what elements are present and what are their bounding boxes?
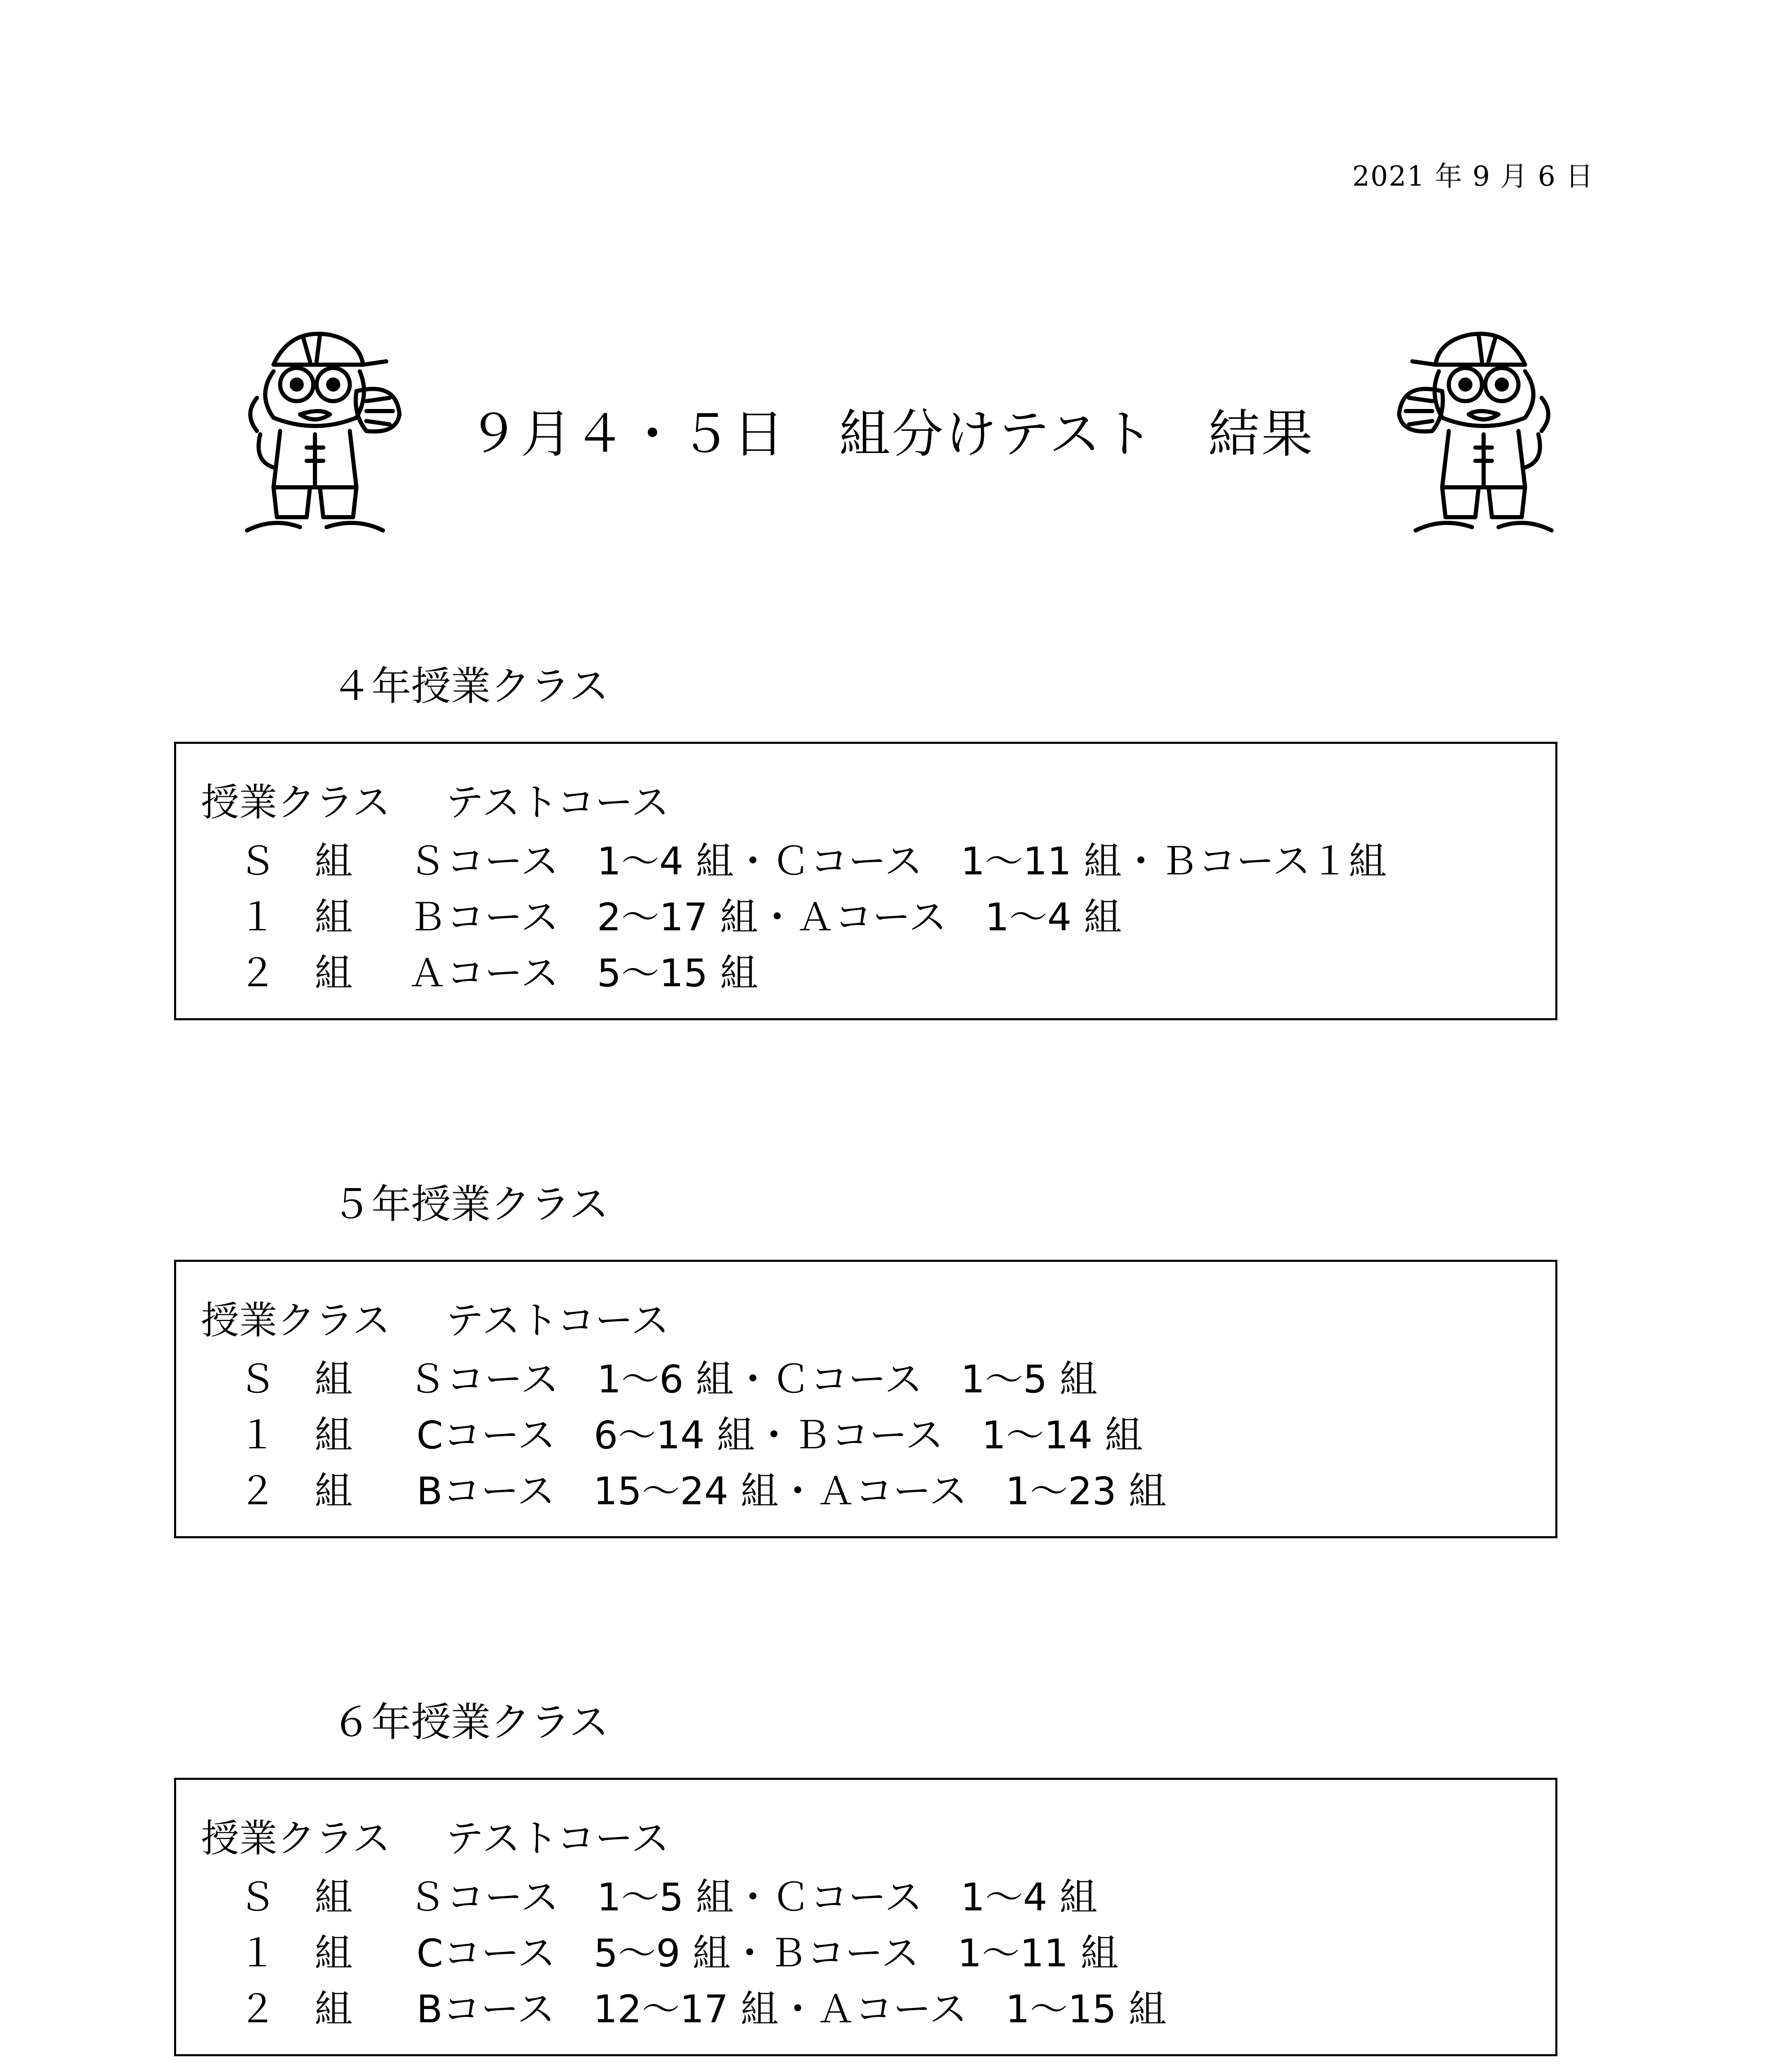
class-name: Ｓ 組 xyxy=(238,1875,353,1920)
course-assignment: Ｓコース 1～4 組・Ｃコース 1～11 組・Ｂコース１組 xyxy=(408,839,1387,884)
course-assignment: Bコース 12～17 組・Ａコース 1～15 組 xyxy=(416,1987,1167,2031)
class-name: Ｓ 組 xyxy=(238,1357,353,1402)
document-date: 2021 年 9 月 6 日 xyxy=(1352,160,1594,192)
course-assignment: Ａコース 5～15 組 xyxy=(408,951,758,995)
course-assignment: Cコース 5～9 組・Ｂコース 1～11 組 xyxy=(416,1931,1119,1975)
course-assignment: Ｓコース 1～6 組・Ｃコース 1～5 組 xyxy=(408,1357,1098,1402)
class-name: ２ 組 xyxy=(238,951,353,995)
section-heading-grade6: ６年授業クラス xyxy=(332,1699,609,1745)
course-assignment: Bコース 15～24 組・Ａコース 1～23 組 xyxy=(416,1469,1167,1513)
header-class-label: 授業クラス xyxy=(201,1298,391,1343)
course-assignment: Ｂコース 2～17 組・Ａコース 1～4 組 xyxy=(408,895,1122,939)
class-name: １ 組 xyxy=(238,895,353,939)
header-course-label: テストコース xyxy=(446,1298,670,1343)
class-name: １ 組 xyxy=(238,1413,353,1457)
course-assignment: Cコース 6～14 組・Ｂコース 1～14 組 xyxy=(416,1413,1143,1457)
table-header xyxy=(201,1290,670,1345)
class-table-grade5 xyxy=(174,1260,1557,1538)
header-class-label: 授業クラス xyxy=(201,780,391,825)
class-name: ２ 組 xyxy=(238,1469,353,1513)
class-table-grade4 xyxy=(174,742,1557,1020)
class-name: ２ 組 xyxy=(238,1987,353,2031)
header-class-label: 授業クラス xyxy=(201,1816,391,1861)
header-course-label: テストコース xyxy=(446,780,670,825)
header-course-label: テストコース xyxy=(446,1816,670,1861)
section-heading-grade5: ５年授業クラス xyxy=(332,1181,609,1227)
class-name: １ 組 xyxy=(238,1931,353,1975)
section-heading-grade4: ４年授業クラス xyxy=(332,663,609,709)
class-table-grade6 xyxy=(174,1778,1557,2056)
course-assignment: Ｓコース 1～5 組・Ｃコース 1～4 組 xyxy=(408,1875,1098,1920)
class-name: Ｓ 組 xyxy=(238,839,353,884)
page-title: ９月４・５日 組分けテスト 結果 xyxy=(467,404,1315,464)
table-header xyxy=(201,1808,670,1863)
table-header xyxy=(201,772,670,827)
